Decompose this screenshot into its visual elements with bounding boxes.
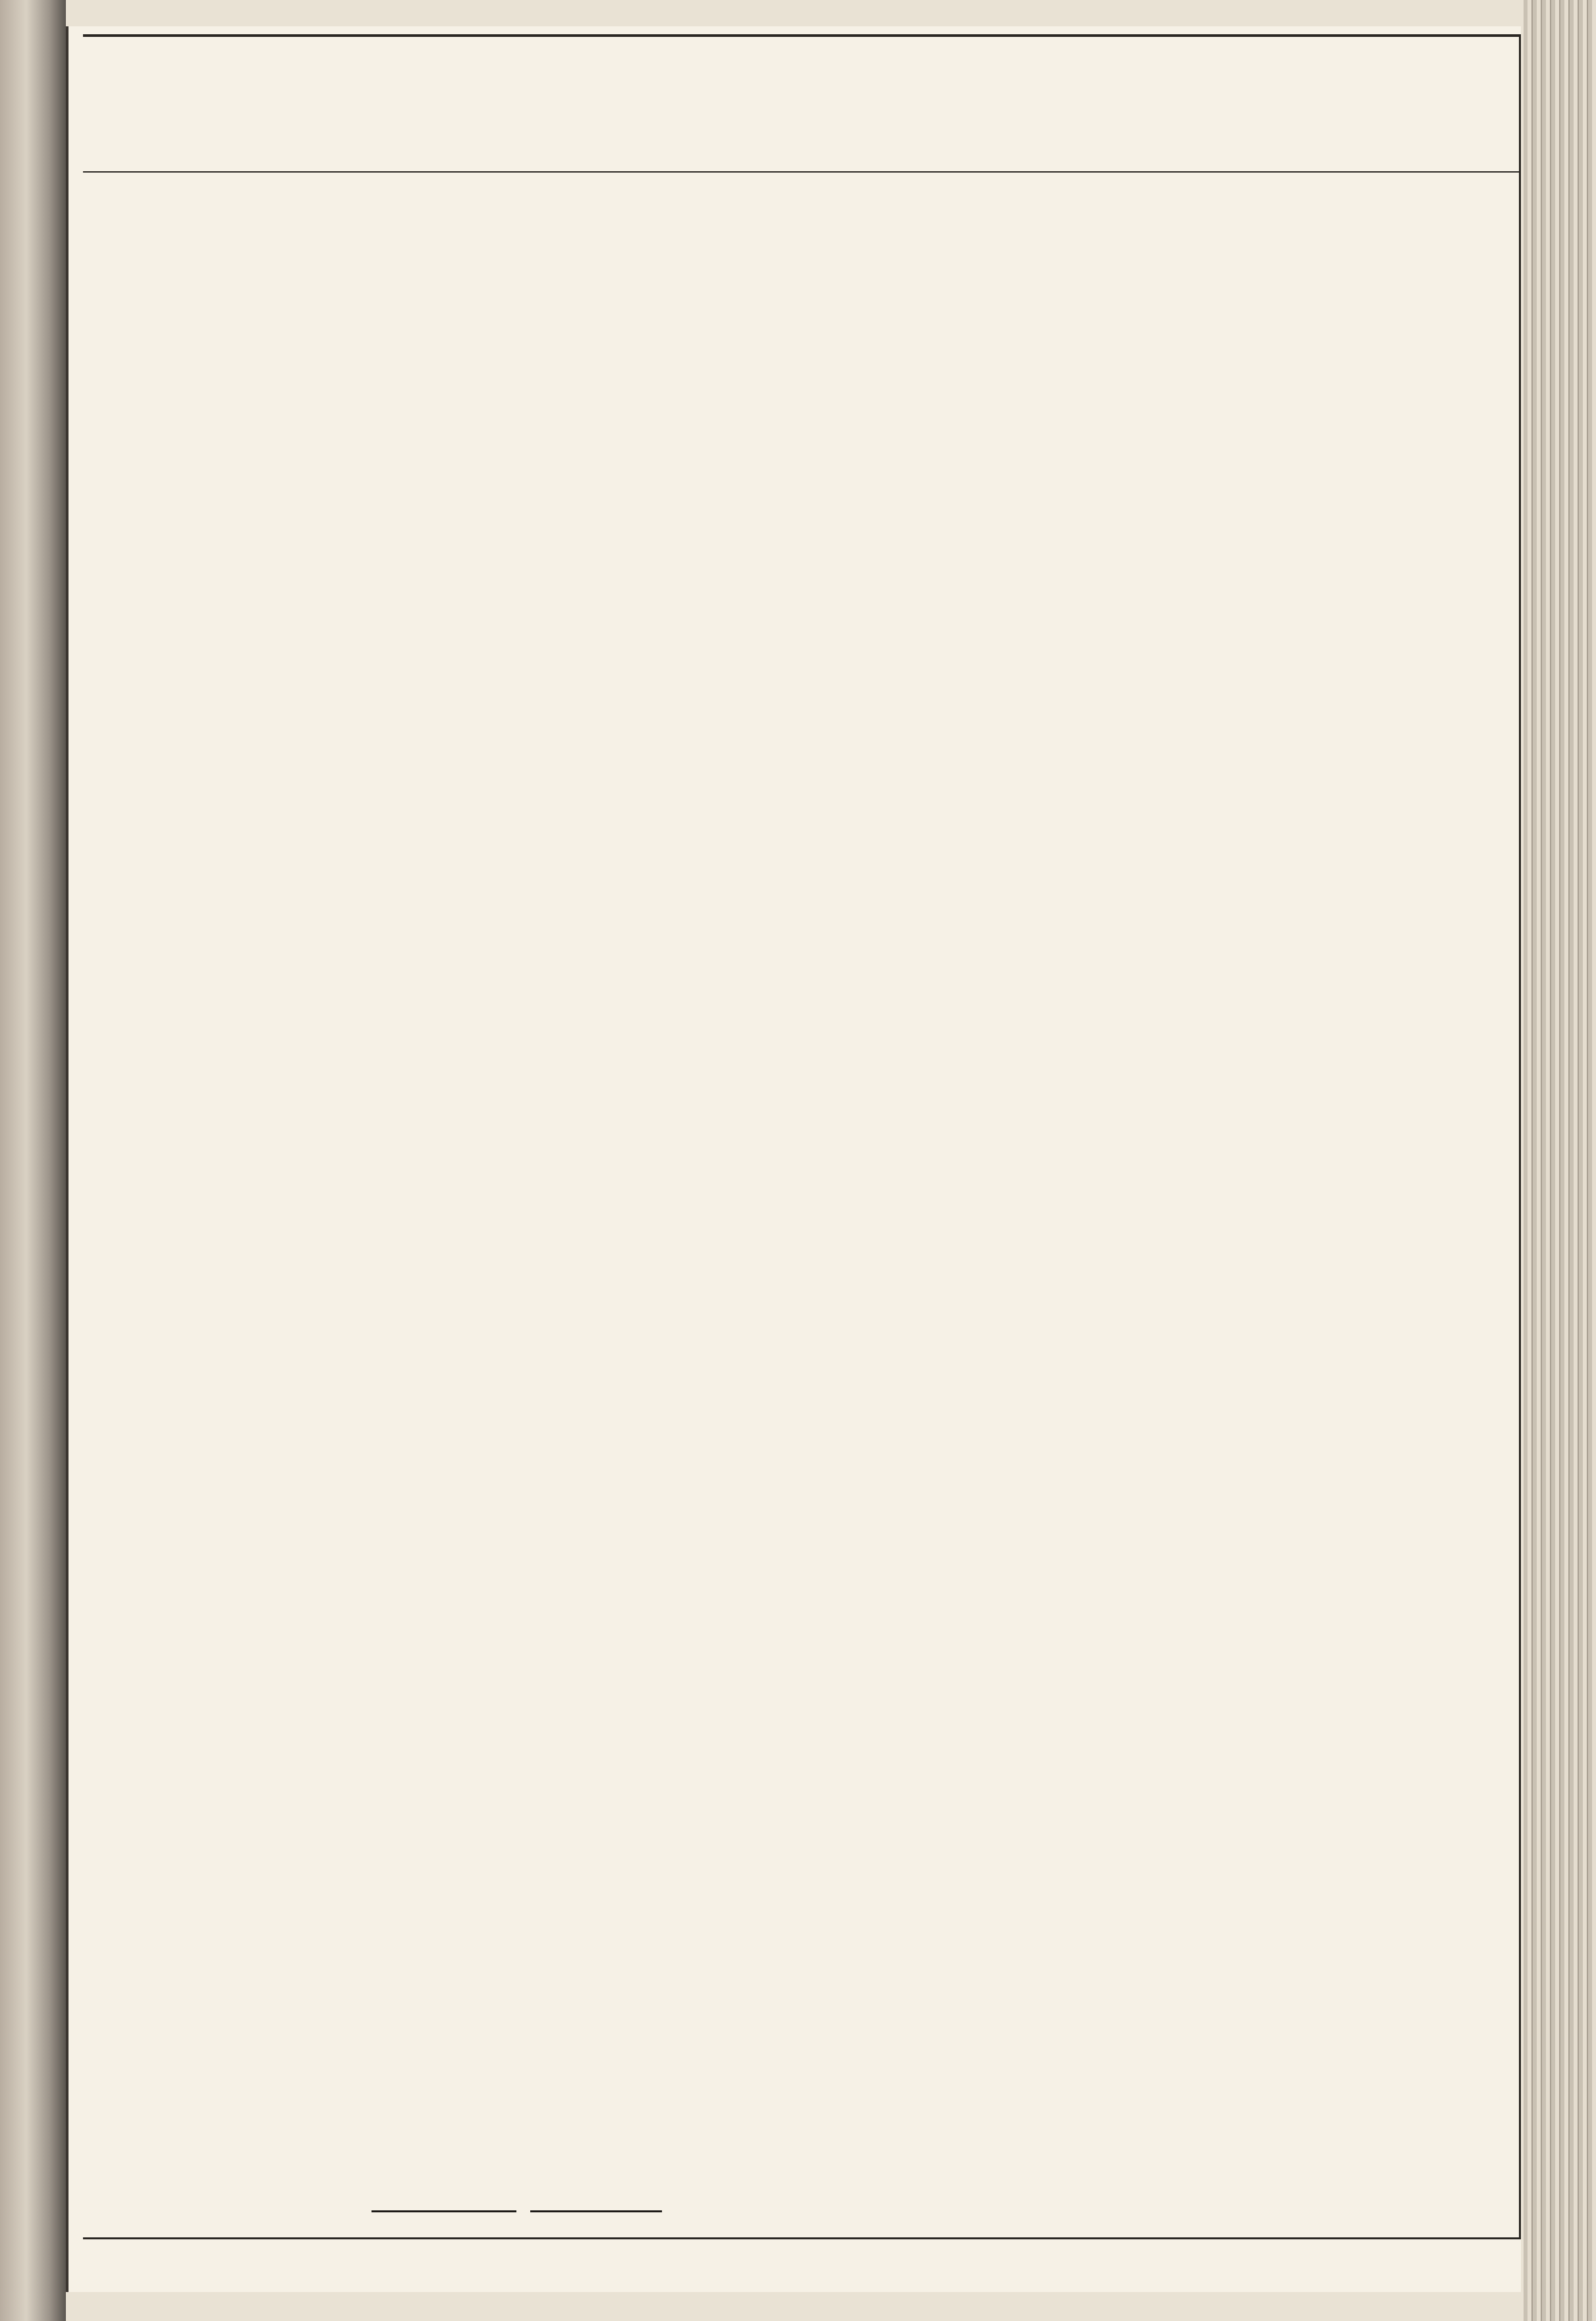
page-frame: [83, 34, 1521, 2239]
footer-porteur-row: [365, 2197, 662, 2223]
ledger-page: [66, 26, 1521, 2292]
right-page-edges: [1524, 0, 1596, 2321]
header-rule: [83, 171, 1521, 173]
blank-line: [371, 2210, 516, 2212]
left-page-binding: [0, 0, 66, 2321]
blank-line: [530, 2210, 662, 2212]
